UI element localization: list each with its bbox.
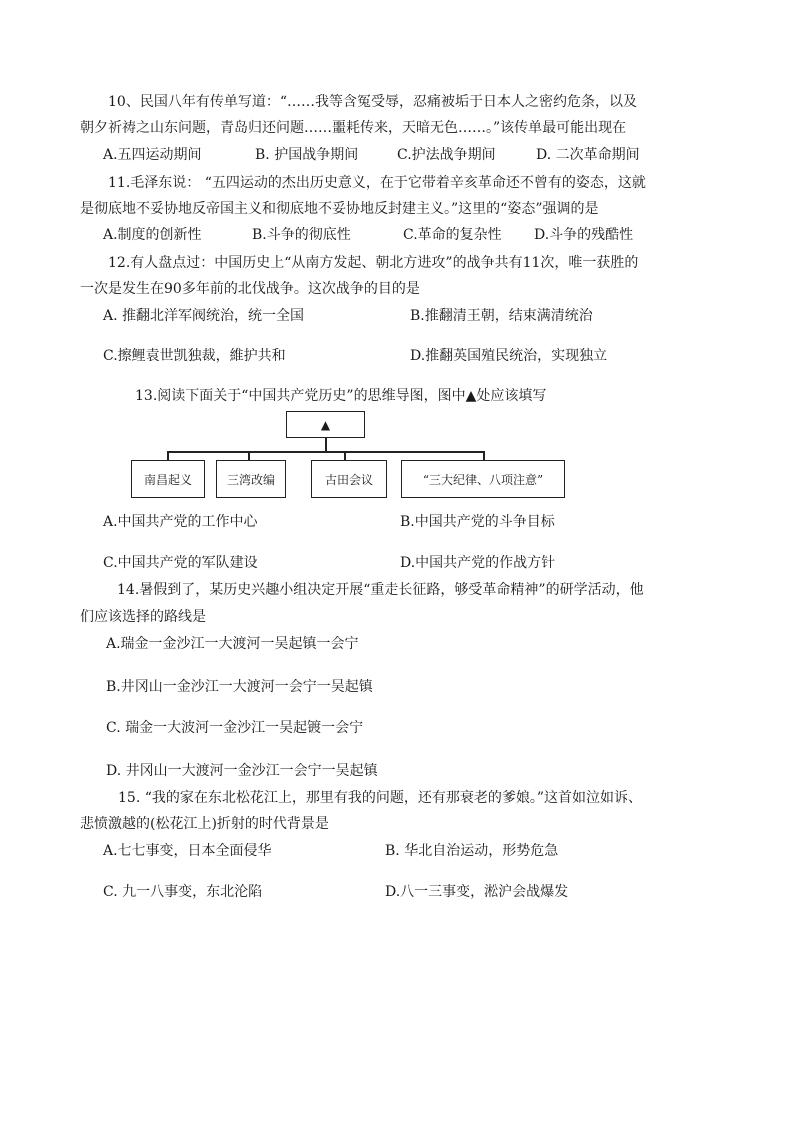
q10-stem-line2: 朝夕祈祷之山东问题，青岛归还问题……噩耗传来，天暗无色……。”该传单最可能出现在 xyxy=(80,120,627,136)
q11-option-a: A.制度的创新性 xyxy=(103,227,202,243)
q13-option-a: A.中国共产党的工作中心 xyxy=(103,514,258,530)
q12-option-d: D.推翻英国殖民统治，实现独立 xyxy=(410,348,608,364)
q13-option-c: C.中国共产党的军队建设 xyxy=(103,555,258,571)
q13-option-b: B.中国共产党的斗争目标 xyxy=(400,514,555,530)
q14-option-d: D. 井冈山一大渡河一金沙江一会宁一吴起镇 xyxy=(106,763,378,779)
q12-option-a: A. 推翻北洋军阀统治，统一全国 xyxy=(103,308,305,324)
q15-option-a: A.七七事变，日本全面侵华 xyxy=(103,843,272,859)
q12-option-c: C.擦鲤袁世凯独裁，維护共和 xyxy=(103,348,286,364)
q14-stem-line2: 们应该选择的路线是 xyxy=(80,609,206,625)
mind-map-stem xyxy=(325,438,327,451)
q10-option-c: C.护法战争期间 xyxy=(397,147,496,163)
q11-option-c: C.革命的复杂性 xyxy=(403,227,502,243)
q14-option-b: B.井冈山一金沙江一大渡河一会宁一吴起镇 xyxy=(106,679,373,695)
q15-option-d: D.八一三事变，淞沪会战爆发 xyxy=(385,884,569,900)
mind-map-connector xyxy=(483,451,485,460)
q14-option-c: C. 瑞金一大波河一金沙江一吴起镀一会宁 xyxy=(106,720,364,736)
q12-option-b: B.推翻清王朝，结束满清统治 xyxy=(410,308,593,324)
q11-stem-line2: 是彻底地不妥协地反帝国主义和彻底地不妥协地反封建主义。”这里的“姿态”强调的是 xyxy=(80,201,599,217)
mind-map-item: 三湾改编 xyxy=(216,460,286,498)
q11-stem-line1: 11.毛泽东说： “五四运动的杰出历史意义，在于它带着辛亥革命还不曾有的姿态，这就 xyxy=(108,175,646,191)
mind-map-connector xyxy=(344,451,346,460)
mind-map-connector xyxy=(167,451,169,460)
q15-option-c: C. 九一八事变，东北沦陷 xyxy=(103,884,263,900)
q10-option-b: B. 护国战争期间 xyxy=(255,147,359,163)
q11-option-d: D.斗争的残酷性 xyxy=(534,227,634,243)
q12-stem-line2: 一次是发生在90多年前的北伐战争。这次战争的目的是 xyxy=(80,281,420,297)
q13-option-d: D.中国共产党的作战方针 xyxy=(400,555,556,571)
q15-option-b: B. 华北自治运动，形势危急 xyxy=(385,843,559,859)
q14-stem-line1: 14.暑假到了，某历史兴趣小组决定开展“重走长征路，够受革命精神”的研学活动，他 xyxy=(117,582,644,598)
mind-map-item: 南昌起义 xyxy=(131,460,205,498)
q10-option-a: A.五四运动期间 xyxy=(103,147,202,163)
mind-map-item: “三大纪律、八项注意” xyxy=(401,460,565,498)
mind-map-connector xyxy=(248,451,250,460)
q14-option-a: A.瑞金一金沙江一大渡河一吴起镇一会宁 xyxy=(106,636,359,652)
q11-option-b: B.斗争的彻底性 xyxy=(252,227,351,243)
q15-stem-line2: 悲愤激越的(松花江上)折射的时代背景是 xyxy=(80,816,329,832)
q10-option-d: D. 二次革命期间 xyxy=(536,147,640,163)
q12-stem-line1: 12.有人盘点过：中国历史上“从南方发起、朝北方进攻”的战争共有11次，唯一获胜的 xyxy=(108,255,639,271)
mind-map-branch xyxy=(167,451,484,453)
q10-stem-line1: 10、民国八年有传单写道：“……我等含冤受辱，忍痛被垢于日本人之密约危条，以及 xyxy=(108,94,637,110)
mind-map-root: ▲ xyxy=(286,411,365,438)
q15-stem-line1: 15. “我的家在东北松花江上，那里有我的问题，还有那衰老的爹娘。”这首如泣如诉、 xyxy=(118,790,643,806)
q13-stem: 13.阅读下面关于“中国共产党历史”的思维导图，图中▲处应该填写 xyxy=(135,388,547,404)
mind-map-item: 古田会议 xyxy=(311,460,387,498)
